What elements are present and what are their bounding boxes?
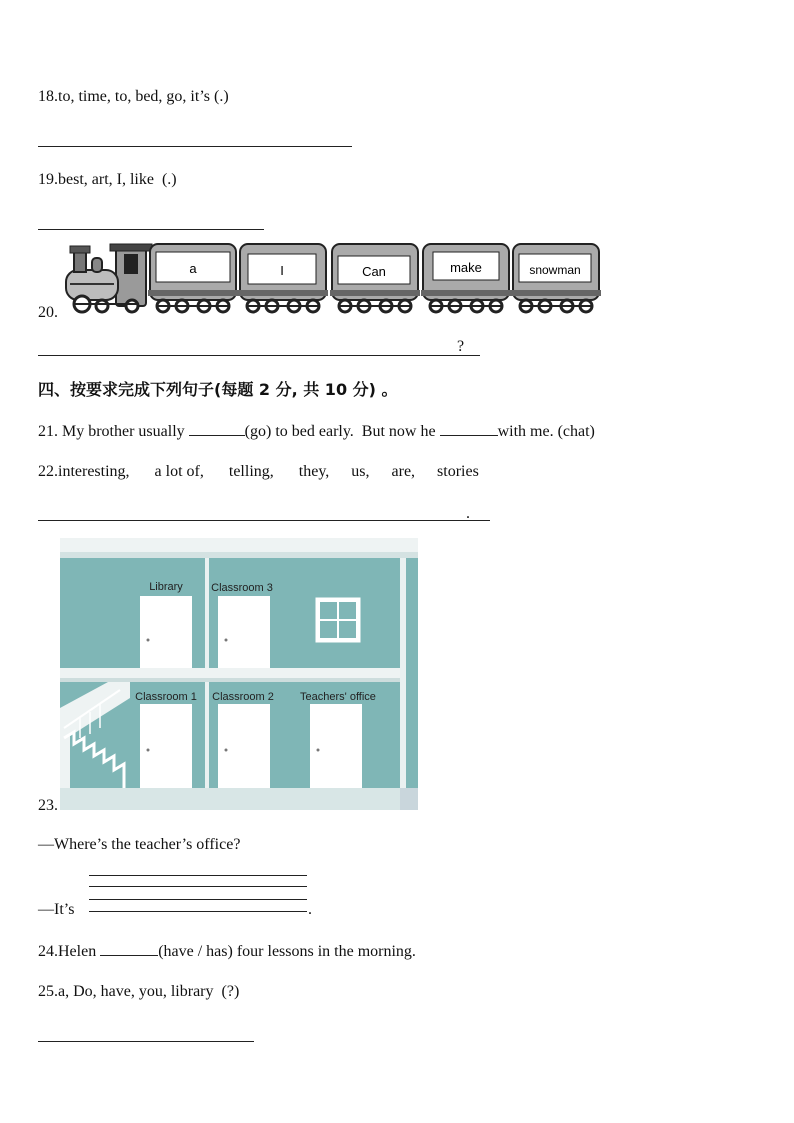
question-number: 21. <box>38 423 58 440</box>
question-22 <box>38 463 479 481</box>
room-label-teachers-office: Teachers' office <box>300 691 376 703</box>
car-word-2: I <box>280 263 284 278</box>
answer-line-23c[interactable] <box>89 899 307 900</box>
section-heading: 四、按要求完成下列句子(每题 2 分, 共 10 分) 。 <box>38 380 398 399</box>
period-mark: . <box>466 505 470 522</box>
school-building-picture <box>60 538 418 810</box>
train-car-1 <box>148 244 238 312</box>
answer-line-18[interactable] <box>38 146 352 147</box>
question-text: My brother usually <box>58 423 189 440</box>
question-text: with me. (chat) <box>497 423 595 440</box>
train-car-4 <box>421 244 511 312</box>
question-20-number: 20. <box>38 304 58 321</box>
answer-period: . <box>308 901 312 918</box>
blank-1[interactable] <box>189 421 245 436</box>
answer-line-25[interactable] <box>38 1041 254 1042</box>
door-classroom-1 <box>140 704 192 788</box>
word: they, <box>298 463 330 480</box>
train-picture <box>60 240 605 320</box>
question-number: 19. <box>38 171 58 188</box>
question-text: Helen <box>58 943 101 960</box>
question-23-dialogue-question: —Where’s the teacher’s office? <box>38 836 241 853</box>
window-icon <box>316 598 360 642</box>
blank-2[interactable] <box>440 421 498 436</box>
car-word-4: make <box>450 260 482 275</box>
word: are, <box>391 463 416 480</box>
question-mark: ? <box>457 338 465 355</box>
door-teachers-office <box>310 704 362 788</box>
room-label-classroom-3: Classroom 3 <box>211 582 273 594</box>
door-library <box>140 596 192 668</box>
train-car-5 <box>511 244 601 312</box>
word: a lot of, <box>154 463 204 480</box>
answer-line-22[interactable] <box>38 520 490 521</box>
question-23-answer-prefix: —It’s <box>38 901 75 918</box>
question-number: 18. <box>38 88 58 105</box>
blank-24[interactable] <box>100 941 158 956</box>
room-label-classroom-1: Classroom 1 <box>135 691 197 703</box>
question-text: best, art, I, like (.) <box>58 171 177 188</box>
question-text: (have / has) four lessons in the morning. <box>158 943 416 960</box>
word: us, <box>351 463 370 480</box>
locomotive-icon <box>66 244 152 312</box>
answer-line-19[interactable] <box>38 229 264 230</box>
door-classroom-2 <box>218 704 270 788</box>
question-text: (go) to bed early. But now he <box>244 423 440 440</box>
answer-line-23b[interactable] <box>89 886 307 887</box>
question-19 <box>38 171 177 189</box>
question-18 <box>38 88 229 106</box>
train-car-2 <box>238 244 328 312</box>
word: telling, <box>228 463 274 480</box>
car-word-1: a <box>189 261 197 276</box>
question-number: 22. <box>38 463 58 480</box>
question-text: to, time, to, bed, go, it’s (.) <box>58 88 229 105</box>
question-21 <box>38 421 595 441</box>
question-number: 24. <box>38 943 58 960</box>
answer-line-20[interactable] <box>38 355 480 356</box>
question-25 <box>38 983 239 1001</box>
question-24 <box>38 941 416 961</box>
question-text: a, Do, have, you, library (?) <box>58 983 240 1000</box>
door-classroom-3 <box>218 596 270 668</box>
car-word-5: snowman <box>529 263 581 277</box>
word: stories <box>437 463 479 480</box>
word: interesting, <box>58 463 130 480</box>
question-23-number: 23. <box>38 797 58 814</box>
answer-line-23d[interactable] <box>89 911 307 912</box>
car-word-3: Can <box>362 264 386 279</box>
room-label-library: Library <box>149 581 183 593</box>
question-number: 25. <box>38 983 58 1000</box>
room-label-classroom-2: Classroom 2 <box>212 691 274 703</box>
answer-line-23a[interactable] <box>89 875 307 876</box>
